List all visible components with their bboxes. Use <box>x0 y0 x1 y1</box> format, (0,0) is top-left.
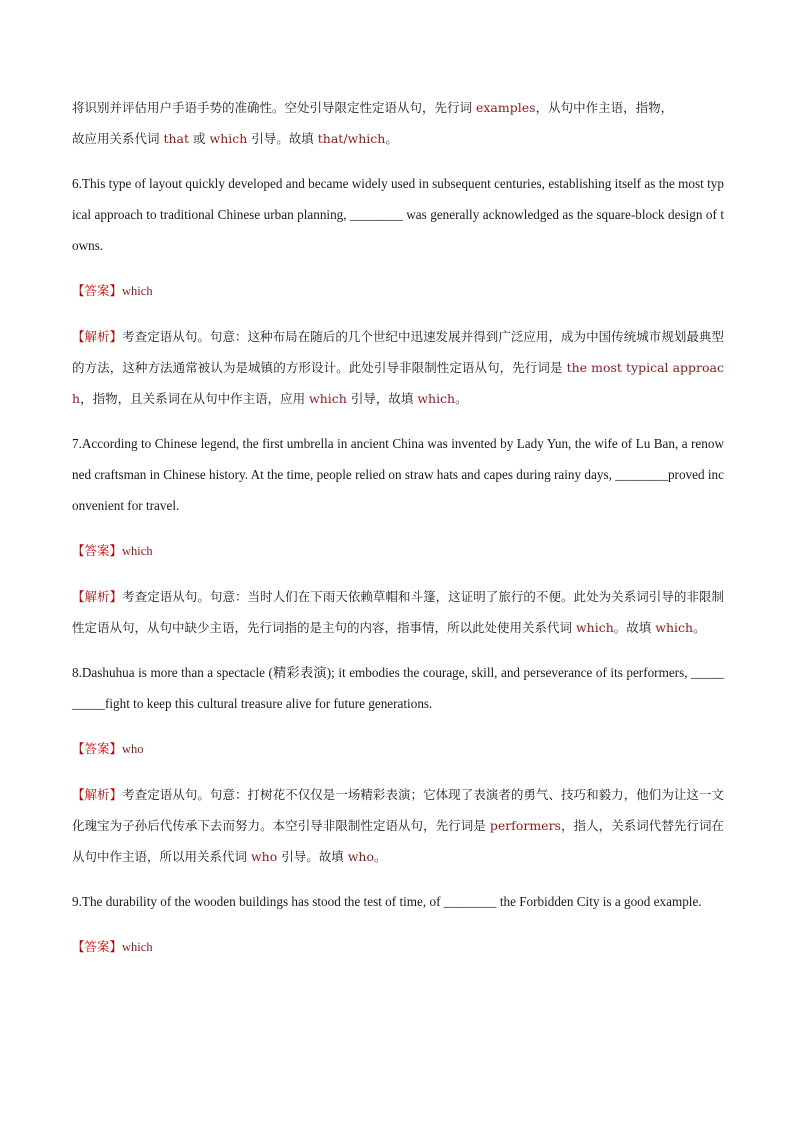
answer-blank: ________ <box>615 467 668 482</box>
analysis-label: 【解析】 <box>72 589 123 604</box>
question-text: Dashuhua is more than a spectacle (精彩表演); it embodies the courage, skill, and perseverance of its performers, <box>81 665 692 680</box>
intro-text: 或 <box>189 131 210 146</box>
answer-value: which <box>122 940 153 954</box>
answer-6 <box>72 275 724 307</box>
answer-label: 【答案】 <box>72 543 123 558</box>
question-9 <box>72 886 724 917</box>
question-text: the Forbidden City is a good example. <box>496 894 702 909</box>
analysis-text: 考查定语从句。句意：打树花不仅仅是一场精彩表演；它体现了表演者的勇气、技巧和毅力，他们为让这一文化瑰宝为子孙后代传承下去而努力。本空引导非限制性定语从句，先行词是 <box>72 787 724 833</box>
answer-blank: ________ <box>443 894 497 909</box>
analysis-text: 。 <box>374 849 387 864</box>
answer-label: 【答案】 <box>72 283 123 298</box>
answer-8 <box>72 733 724 765</box>
analysis-text: ，指人，关系词代替先行词在从句中作主语，所以用关系代词 <box>72 818 724 864</box>
question-number: 9. <box>72 894 82 909</box>
intro-keyword: which <box>209 131 248 146</box>
question-6 <box>72 168 724 261</box>
analysis-keyword: who <box>250 849 278 864</box>
analysis-text: 考查定语从句。句意：当时人们在下雨天依赖草帽和斗篷，这证明了旅行的不便。此处为关系词引导的非限制性定语从句，从句中缺少主语，先行词指的是主句的内容，指事情，所以此处使用关系代词 <box>72 589 724 635</box>
intro-keyword: that/which <box>317 131 386 146</box>
analysis-text: 引导，故填 <box>346 391 418 406</box>
answer-value: which <box>122 284 153 298</box>
intro-text: 故应用关系代词 <box>72 131 164 146</box>
question-text: This type of layout quickly developed and became widely used in subsequent centuries, establishing itself as the most typical approach to traditional Chinese urban planning, <box>72 176 724 222</box>
answer-label: 【答案】 <box>72 939 123 954</box>
analysis-8 <box>72 779 724 872</box>
analysis-keyword: who <box>347 849 374 864</box>
analysis-6 <box>72 321 724 414</box>
question-7 <box>72 428 724 521</box>
answer-9 <box>72 931 724 963</box>
question-number: 8. <box>72 665 82 680</box>
intro-keyword: examples <box>475 100 536 115</box>
answer-blank: __________ <box>72 665 724 711</box>
analysis-label: 【解析】 <box>72 787 123 802</box>
intro-text: 将识别并评估用户手语手势的准确性。空处引导限定性定语从句，先行词 <box>72 100 476 115</box>
analysis-text: 。 <box>693 620 706 635</box>
answer-label: 【答案】 <box>72 741 123 756</box>
intro-text: 。 <box>385 131 398 146</box>
analysis-text: 。 <box>455 391 468 406</box>
question-text: fight to keep this cultural treasure alive for future generations. <box>104 696 433 711</box>
analysis-keyword: which <box>309 391 347 406</box>
intro-analysis <box>72 92 724 154</box>
question-text: was generally acknowledged as the square-block design of towns. <box>72 207 725 253</box>
document-page <box>72 92 724 963</box>
analysis-text: ，指物，且关系词在从句中作主语，应用 <box>80 391 310 406</box>
analysis-keyword: performers <box>489 818 561 833</box>
analysis-keyword: which <box>417 391 456 406</box>
analysis-keyword: the most typical approach <box>72 360 724 406</box>
question-8 <box>72 657 724 719</box>
intro-keyword: that <box>163 131 190 146</box>
answer-blank: ________ <box>350 207 403 222</box>
analysis-text: 考查定语从句。句意：这种布局在随后的几个世纪中迅速发展并得到广泛应用，成为中国传统城市规划最典型的方法，这种方法通常被认为是城镇的方形设计。此处引导非限制性定语从句，先行词是 <box>72 329 724 375</box>
analysis-text: 引导。故填 <box>277 849 348 864</box>
question-text: The durability of the wooden buildings has stood the test of time, of <box>81 894 444 909</box>
question-number: 7. <box>72 436 82 451</box>
question-text: According to Chinese legend, the first umbrella in ancient China was invented by Lady Yun, the wife of Lu Ban, a renowned craftsman in Chinese history. At the time, people relied on straw hats and capes during rainy days, <box>72 436 724 482</box>
analysis-keyword: which <box>575 620 614 635</box>
answer-value: which <box>122 544 153 558</box>
intro-text: 引导。故填 <box>247 131 318 146</box>
answer-7 <box>72 535 724 567</box>
analysis-7 <box>72 581 724 643</box>
analysis-text: 。故填 <box>613 620 656 635</box>
intro-text: ，从句中作主语，指物， <box>535 100 674 115</box>
analysis-keyword: which <box>655 620 694 635</box>
answer-value: who <box>122 742 144 756</box>
question-number: 6. <box>72 176 82 191</box>
analysis-label: 【解析】 <box>72 329 123 344</box>
question-text: proved inconvenient for travel. <box>72 467 724 513</box>
